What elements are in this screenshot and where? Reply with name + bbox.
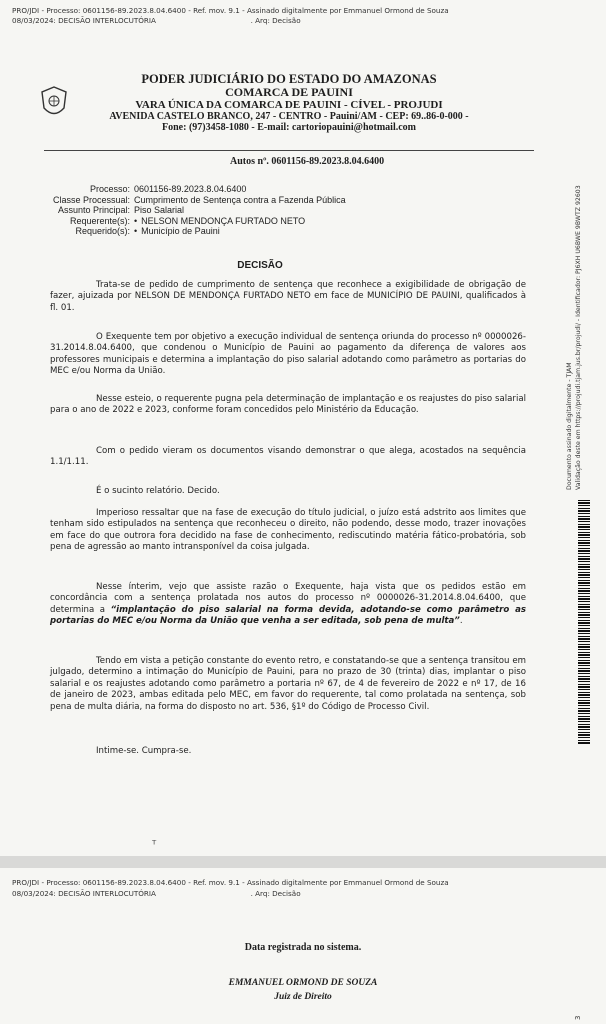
paragraph-text: Tendo em vista a petição constante do evento retro, e constatando-se que a sentença transitou em julgado, determino a intimação do Município de Pauini, para no prazo de 30 (trinta) dias, implantar o piso salarial e os reajustes adotando como parâmetro a portaria nº 67, de 4 de fevereiro de 2022 e nº 17, de 16 de janeiro de 2023, ambas editada pelo MEC, em favor do requerente, tal como prolatada na sentença, sob pena de multa diária, na forma do disposto no art. 536, §1º do Código de Processo Civil.	[50, 656, 526, 712]
date-registered-line: Data registrada no sistema.	[244, 942, 362, 953]
paragraph-text: .	[459, 616, 463, 627]
meta-value: Cumprimento de Sentença contra a Fazenda Pública	[134, 194, 346, 205]
paragraph-text: Imperioso ressaltar que na fase de execução do título judicial, o juízo está adstrito aos limites que tenham sido estipulados na sentença que reconheceu o direito, não podendo, desse modo, trazer inovações em face do que outrora fora decidido na fase de conhecimento, rediscutindo matéria fático-probatória, sob pena de agressão ao manto intransponível da coisa julgada.	[50, 508, 526, 553]
paragraph-2	[50, 332, 526, 378]
bullet-icon: •	[134, 215, 138, 226]
side-signature-note: Documento assinado digitalmente - TJAM	[566, 362, 573, 490]
page-header-line1: PRO/JDI - Processo: 0601156-89.2023.8.04.6400 - Ref. mov. 9.1 - Assinado digitalmente por Emmanuel Ormond de Souza	[12, 878, 449, 887]
case-metadata	[30, 184, 346, 237]
paragraph-text: É o sucinto relatório. Decido.	[96, 486, 220, 496]
side-page-mark: 3	[574, 1015, 582, 1020]
meta-row-classe	[30, 195, 346, 206]
letterhead	[44, 72, 534, 133]
paragraph-text: Com o pedido vieram os documentos visando demonstrar o que alega, acostados na sequência 1.1/1.11.	[50, 446, 526, 468]
header-date-type: 08/03/2024: DECISÃO INTERLOCUTÓRIA	[12, 16, 156, 25]
header-date-type: 08/03/2024: DECISÃO INTERLOCUTÓRIA	[12, 889, 156, 898]
meta-row-assunto	[30, 205, 346, 216]
paragraph-5	[50, 486, 526, 497]
paragraph-text: Nesse esteio, o requerente pugna pela determinação de implantação e os reajustes do piso salarial para o ano de 2022 e 2023, conforme foram concedidos pelo Ministério da Educação.	[50, 394, 526, 416]
paragraph-4	[50, 446, 526, 469]
paragraph-7	[50, 582, 526, 628]
judge-title: Juiz de Direito	[274, 992, 332, 1002]
letterhead-divider	[44, 150, 534, 151]
sentence-quote: “implantação do piso salarial na forma devida, adotando-se como parâmetro as portarias do MEC e/ou Norma da União que venha a ser editada, sob pena de multa”	[50, 604, 526, 627]
page-header-line2	[12, 16, 301, 25]
meta-value: Município de Pauini	[141, 226, 220, 236]
letterhead-address: AVENIDA CASTELO BRANCO, 247 - CENTRO - Pauini/AM - CEP: 69..86-0-000 -	[109, 111, 469, 122]
meta-row-processo	[30, 184, 346, 195]
judge-name: EMMANUEL ORMOND DE SOUZA	[228, 978, 378, 988]
meta-value: Piso Salarial	[134, 205, 185, 215]
case-number-title: Autos nº. 0601156-89.2023.8.04.6400	[230, 156, 385, 167]
letterhead-district: COMARCA DE PAUINI	[225, 85, 353, 99]
meta-row-requerente	[30, 216, 346, 227]
paragraph-1	[50, 280, 526, 314]
paragraph-6	[50, 508, 526, 554]
meta-label: Assunto Principal:	[57, 205, 130, 215]
meta-label: Requerente(s):	[69, 215, 130, 226]
meta-label: Processo:	[89, 184, 130, 194]
letterhead-court: PODER JUDICIÁRIO DO ESTADO DO AMAZONAS	[141, 72, 437, 86]
paragraph-8	[50, 656, 526, 713]
meta-row-requerido	[30, 226, 346, 237]
paragraph-text: Trata-se de pedido de cumprimento de sentença que reconhece a exigibilidade de obrigação de fazer, ajuizada por NELSON DE MENDONÇA FURTADO NETO em face de MUNICÍPIO DE PAUINI, qualificados à fl. 01.	[50, 280, 526, 313]
meta-value: 0601156-89.2023.8.04.6400	[134, 184, 247, 194]
document-page-2	[0, 868, 606, 1024]
meta-value: NELSON MENDONÇA FURTADO NETO	[141, 215, 306, 226]
paragraph-text: Intime-se. Cumpra-se.	[96, 746, 192, 756]
meta-label: Classe Processual:	[52, 194, 130, 205]
page-header-line2	[12, 889, 301, 898]
meta-label: Requerido(s):	[75, 226, 130, 236]
header-file: . Arq: Decisão	[250, 16, 301, 25]
letterhead-contact: Fone: (97)3458-1080 - E-mail: cartoriopauini@hotmail.com	[162, 122, 416, 133]
bullet-icon: •	[134, 226, 138, 236]
paragraph-text: O Exequente tem por objetivo a execução individual de sentença oriunda do processo nº 0000026-31.2014.8.04.6400, que condenou o Município de Pauini ao pagamento da diferença de valores aos professores municipais e determina a implantação do piso salarial adotando como parâmetro as portarias do MEC e/ou Norma da União.	[50, 332, 526, 377]
paragraph-3	[50, 394, 526, 417]
header-file: . Arq: Decisão	[250, 889, 301, 898]
side-validation-note: Validação deste em https://projudi.tjam.jus.br/projudi/ - Identificador: PJ6XH U6BWE 9BWTZ 92603	[575, 185, 582, 490]
page-header-line1: PRO/JDI - Processo: 0601156-89.2023.8.04.6400 - Ref. mov. 9.1 - Assinado digitalmente por Emmanuel Ormond de Souza	[12, 6, 449, 15]
letterhead-court-unit: VARA ÚNICA DA COMARCA DE PAUINI - CÍVEL - PROJUDI	[135, 99, 443, 111]
document-title: DECISÃO	[237, 260, 283, 271]
stray-mark: ᵀ	[152, 838, 157, 851]
paragraph-9	[50, 746, 526, 757]
paragraph-text: Nesse ínterim, vejo que assiste razão o Exequente, haja vista que os pedidos estão em concordância com a sentença prolatada nos autos do processo nº 0000026-31.2014.8.04.6400, que determina a	[50, 582, 526, 615]
barcode	[578, 500, 590, 744]
